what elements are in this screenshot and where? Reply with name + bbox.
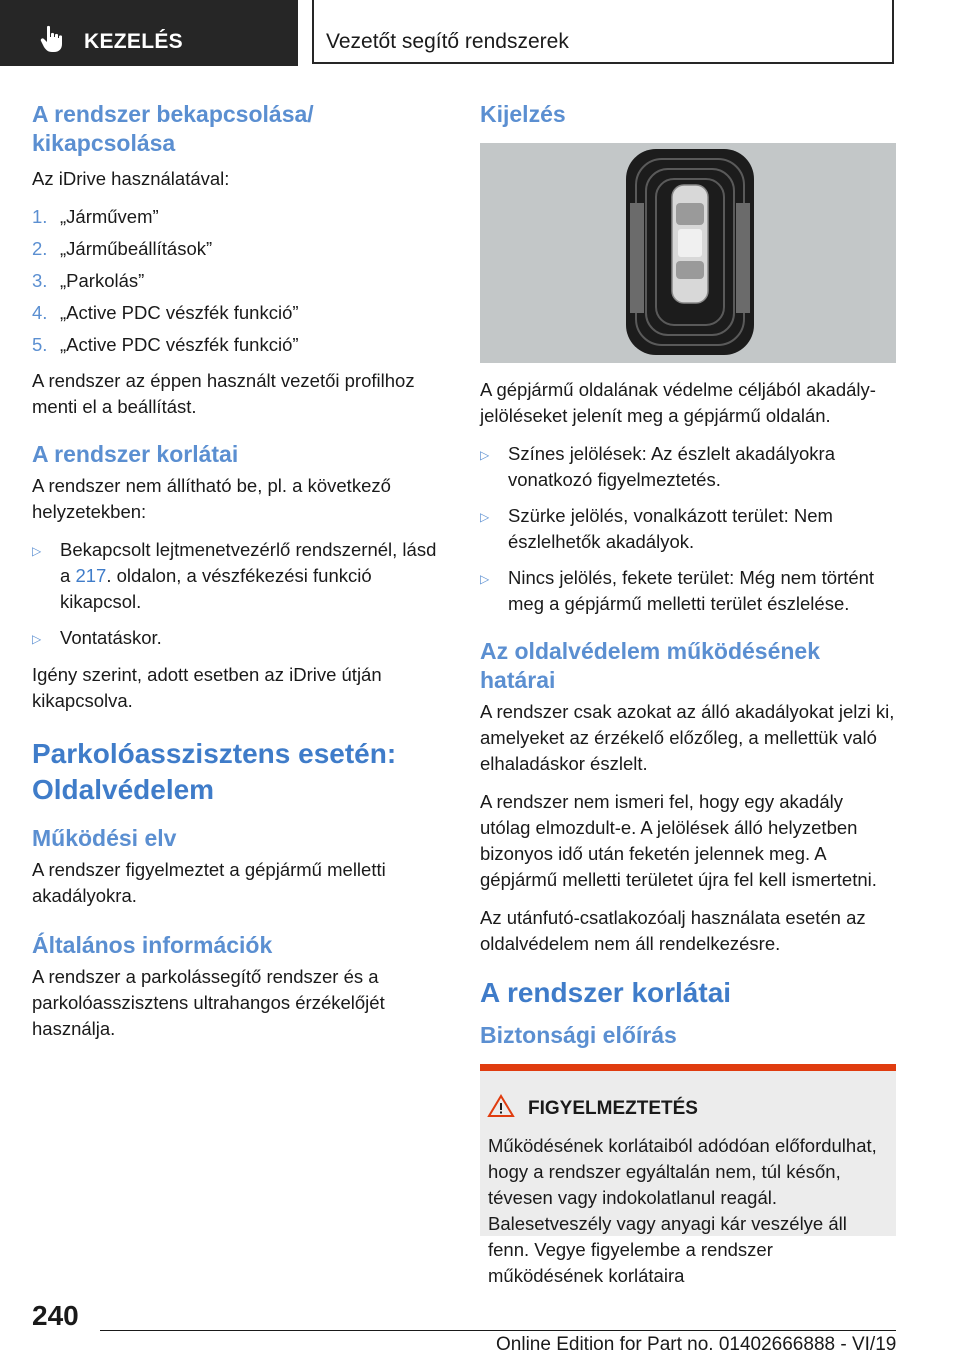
bullet-text <box>60 537 450 615</box>
list-item <box>32 537 450 615</box>
bullet-text: Színes jelölések: Az észlelt akadályokra vonatkozó figyelmeztetés. <box>508 443 836 490</box>
footer-divider <box>100 1330 896 1331</box>
triangle-bullet-icon: ▷ <box>480 510 490 524</box>
footer-edition: Online Edition for Part no. 01402666888 - VI/19 <box>496 1334 897 1355</box>
chapter-tab <box>312 0 894 64</box>
section-tab <box>0 0 298 66</box>
paragraph-profile: A rendszer az éppen használt vezetői profilhoz menti el a beállítást. <box>32 370 415 417</box>
bullet-text-post: . oldalon, a vészfékezési funkció kikapcsol. <box>60 565 372 612</box>
paragraph-side-3: Az utánfutó-csatlakozóalj használata esetén az oldalvédelem nem áll rendelkezésre. <box>480 907 866 954</box>
step-text: „Járműbeállítások” <box>60 238 213 259</box>
steps-list <box>32 204 450 358</box>
step-number: 4. <box>32 302 48 323</box>
bullet-text: Szürke jelölés, vonalkázott terület: Nem észlelhetők akadályok. <box>508 505 833 552</box>
display-list <box>480 441 896 617</box>
paragraph-side-2: A rendszer nem ismeri fel, hogy egy akadály utólag elmozdult-e. A jelölések álló helyzetben bizonyos idő után feketén jelennek meg. A gépjármű melletti területet újra fel kell ismertetni. <box>480 791 877 890</box>
triangle-bullet-icon: ▷ <box>32 632 42 646</box>
hand-pointer-icon <box>40 25 66 58</box>
right-column <box>480 100 896 1286</box>
chapter-label: Vezetőt segítő rendszerek <box>326 30 569 53</box>
step-text: „Active PDC vészfék funkció” <box>60 334 299 355</box>
list-item <box>480 503 896 555</box>
bullet-text: Vontatáskor. <box>60 627 162 648</box>
side-protection-display-image <box>480 143 896 363</box>
step-number: 2. <box>32 238 48 259</box>
paragraph-side-1: A rendszer csak azokat az álló akadályokat jelzi ki, amelyeket az érzékelő előzőleg, a mellettük való elhaladáskor észlelt. <box>480 701 895 774</box>
list-item <box>32 236 450 262</box>
left-column <box>32 100 450 1054</box>
triangle-bullet-icon: ▷ <box>480 572 490 586</box>
step-number: 3. <box>32 270 48 291</box>
heading-principle: Működési elv <box>32 825 177 851</box>
warning-triangle-icon <box>488 1095 514 1123</box>
heading-safety: Biztonsági előírás <box>480 1022 677 1048</box>
paragraph-display: A gépjármű oldalának védelme céljából akadály-jelöléseket jelenít meg a gépjármű oldalán. <box>480 379 876 426</box>
heading-limits: A rendszer korlátai <box>32 441 239 467</box>
bullet-text-pre: Bekapcsolt lejtmenetvezérlő rendszernél, lásd a <box>60 539 437 586</box>
heading-display: Kijelzés <box>480 101 566 127</box>
list-item <box>32 332 450 358</box>
step-text: „Járművem” <box>60 206 159 227</box>
paragraph-limits: A rendszer nem állítható be, pl. a következő helyzetekben: <box>32 475 391 522</box>
list-item <box>32 204 450 230</box>
limits-list <box>32 537 450 652</box>
list-item <box>32 625 450 652</box>
page-link[interactable]: 217 <box>75 565 107 586</box>
list-item <box>32 300 450 326</box>
paragraph-idrive-off: Igény szerint, adott esetben az iDrive útján kikapcsolva. <box>32 664 382 711</box>
paragraph-general: A rendszer a parkolássegítő rendszer és a parkolóasszisztens ultrahangos érzékelőjét használja. <box>32 966 385 1039</box>
triangle-bullet-icon: ▷ <box>32 544 42 558</box>
page-number: 240 <box>32 1300 79 1331</box>
heading-park-assist: Parkolóasszisztens esetén: Oldalvédelem <box>32 738 397 805</box>
section-label: KEZELÉS <box>84 30 183 53</box>
heading-side-limits: Az oldalvédelem működésének határai <box>480 638 821 693</box>
warning-text: Működésének korlátaiból adódóan előfordulhat, hogy a rendszer egyáltalán nem, túl későn, tévesen vagy indokolatlanul reagál. Balesetveszély vagy anyagi kár veszélye áll fenn. Vegye figyelembe a rendszer működésének korlátaira <box>488 1135 877 1286</box>
list-item <box>480 441 896 493</box>
parking-view-illustration <box>480 143 896 363</box>
heading-general: Általános információk <box>32 932 273 958</box>
step-number: 1. <box>32 206 48 227</box>
paragraph-principle: A rendszer figyelmeztet a gépjármű melletti akadályokra. <box>32 859 386 906</box>
bullet-text: Nincs jelölés, fekete terület: Még nem történt meg a gépjármű melletti terület észlelése. <box>508 567 875 614</box>
paragraph-idrive: Az iDrive használatával: <box>32 168 230 189</box>
warning-title <box>488 1095 888 1123</box>
warning-box <box>480 1064 896 1286</box>
page-header <box>0 0 960 66</box>
list-item <box>480 565 896 617</box>
step-number: 5. <box>32 334 48 355</box>
warning-title-text: FIGYELMEZTETÉS <box>528 1098 698 1119</box>
heading-toggle: A rendszer bekapcsolása/ kikapcsolása <box>32 101 314 156</box>
heading-system-limits: A rendszer korlátai <box>480 977 732 1008</box>
triangle-bullet-icon: ▷ <box>480 448 490 462</box>
step-text: „Parkolás” <box>60 270 145 291</box>
list-item <box>32 268 450 294</box>
step-text: „Active PDC vészfék funkció” <box>60 302 299 323</box>
